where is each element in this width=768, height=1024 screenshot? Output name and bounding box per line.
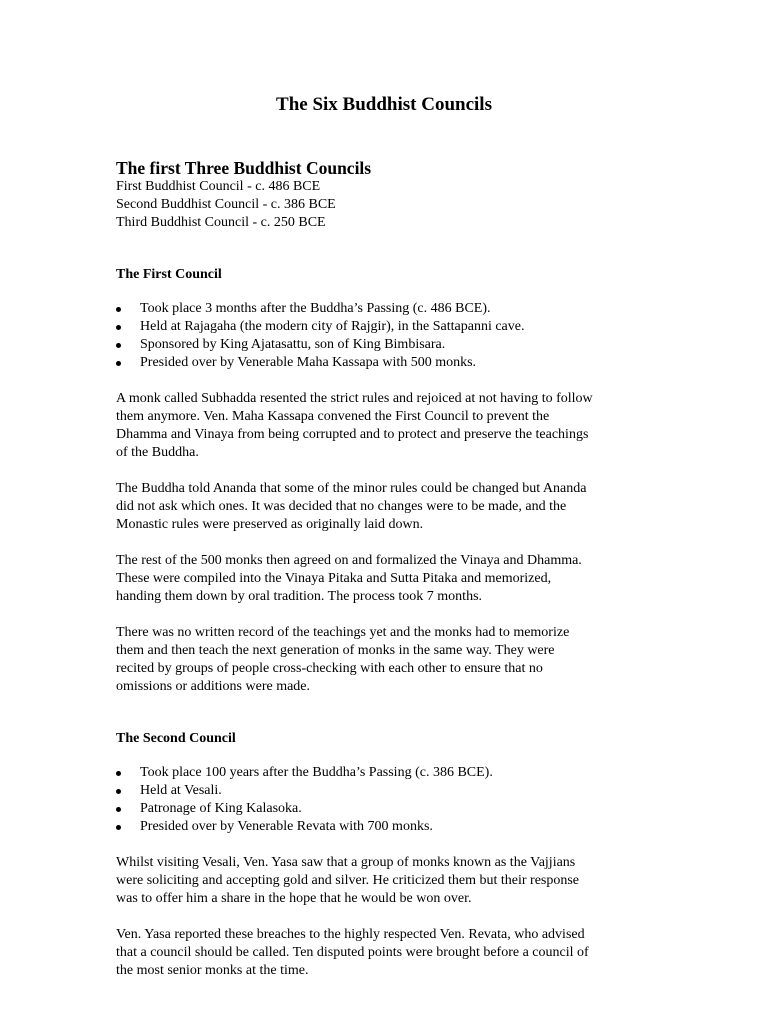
intro-line-third: Third Buddhist Council - c. 250 BCE — [116, 215, 326, 230]
first-council-paragraph-3 — [116, 552, 656, 606]
paragraph-line: The Buddha told Ananda that some of the minor rules could be changed but Ananda — [116, 481, 587, 496]
paragraph-line: A monk called Subhadda resented the strict rules and rejoiced at not having to follow — [116, 391, 593, 406]
first-council-paragraph-1 — [116, 390, 656, 462]
bullet-icon — [116, 807, 121, 812]
document-body — [116, 158, 656, 980]
paragraph-line: handing them down by oral tradition. The process took 7 months. — [116, 589, 483, 604]
paragraph-line: recited by groups of people cross-checking with each other to ensure that no — [116, 661, 543, 676]
paragraph-line: omissions or additions were made. — [116, 679, 311, 694]
bullet-icon — [116, 307, 121, 312]
bullet-text: Held at Rajagaha (the modern city of Rajgir), in the Sattapanni cave. — [140, 319, 525, 334]
paragraph-line: were soliciting and accepting gold and silver. He criticized them but their response — [116, 873, 580, 888]
first-council-paragraph-2 — [116, 480, 656, 534]
paragraph-line: of the Buddha. — [116, 445, 199, 460]
bullet-icon — [116, 325, 121, 330]
bullet-text: Patronage of King Kalasoka. — [140, 801, 302, 816]
paragraph-line: did not ask which ones. It was decided that no changes were to be made, and the — [116, 499, 567, 514]
paragraph-line: The rest of the 500 monks then agreed on and formalized the Vinaya and Dhamma. — [116, 553, 582, 568]
paragraph-line: was to offer him a share in the hope that he would be won over. — [116, 891, 472, 906]
list-item — [116, 318, 656, 336]
bullet-text: Sponsored by King Ajatasattu, son of King Bimbisara. — [140, 337, 446, 352]
bullet-icon — [116, 771, 121, 776]
document-title: The Six Buddhist Councils — [276, 94, 492, 115]
second-council-paragraph-2 — [116, 926, 656, 980]
first-council-bullets — [116, 300, 656, 372]
intro-line-first: First Buddhist Council - c. 486 BCE — [116, 179, 321, 194]
list-item — [116, 300, 656, 318]
paragraph-line: There was no written record of the teachings yet and the monks had to memorize — [116, 625, 570, 640]
list-item — [116, 818, 656, 836]
paragraph-line: Whilst visiting Vesali, Ven. Yasa saw that a group of monks known as the Vajjians — [116, 855, 576, 870]
bullet-icon — [116, 361, 121, 366]
bullet-icon — [116, 789, 121, 794]
intro-line-second: Second Buddhist Council - c. 386 BCE — [116, 197, 336, 212]
bullet-icon — [116, 825, 121, 830]
second-council-paragraph-1 — [116, 854, 656, 908]
paragraph-line: them anymore. Ven. Maha Kassapa convened the First Council to prevent the — [116, 409, 550, 424]
paragraph-line: Monastic rules were preserved as originally laid down. — [116, 517, 424, 532]
paragraph-line: that a council should be called. Ten disputed points were brought before a council of — [116, 945, 589, 960]
list-item — [116, 354, 656, 372]
first-council-heading: The First Council — [116, 267, 222, 282]
second-council-heading: The Second Council — [116, 731, 236, 746]
paragraph-line: These were compiled into the Vinaya Pitaka and Sutta Pitaka and memorized, — [116, 571, 552, 586]
second-council-bullets — [116, 764, 656, 836]
paragraph-line: Ven. Yasa reported these breaches to the highly respected Ven. Revata, who advised — [116, 927, 585, 942]
bullet-icon — [116, 343, 121, 348]
intro-heading: The first Three Buddhist Councils — [116, 158, 372, 178]
paragraph-line: them and then teach the next generation of monks in the same way. They were — [116, 643, 555, 658]
list-item — [116, 764, 656, 782]
bullet-text: Presided over by Venerable Maha Kassapa with 500 monks. — [140, 355, 477, 370]
list-item — [116, 782, 656, 800]
paragraph-line: the most senior monks at the time. — [116, 963, 309, 978]
list-item — [116, 800, 656, 818]
bullet-text: Took place 3 months after the Buddha’s Passing (c. 486 BCE). — [140, 301, 491, 316]
bullet-text: Took place 100 years after the Buddha’s Passing (c. 386 BCE). — [140, 765, 493, 780]
paragraph-line: Dhamma and Vinaya from being corrupted and to protect and preserve the teachings — [116, 427, 589, 442]
list-item — [116, 336, 656, 354]
bullet-text: Presided over by Venerable Revata with 700 monks. — [140, 819, 433, 834]
first-council-paragraph-4 — [116, 624, 656, 696]
bullet-text: Held at Vesali. — [140, 783, 222, 798]
